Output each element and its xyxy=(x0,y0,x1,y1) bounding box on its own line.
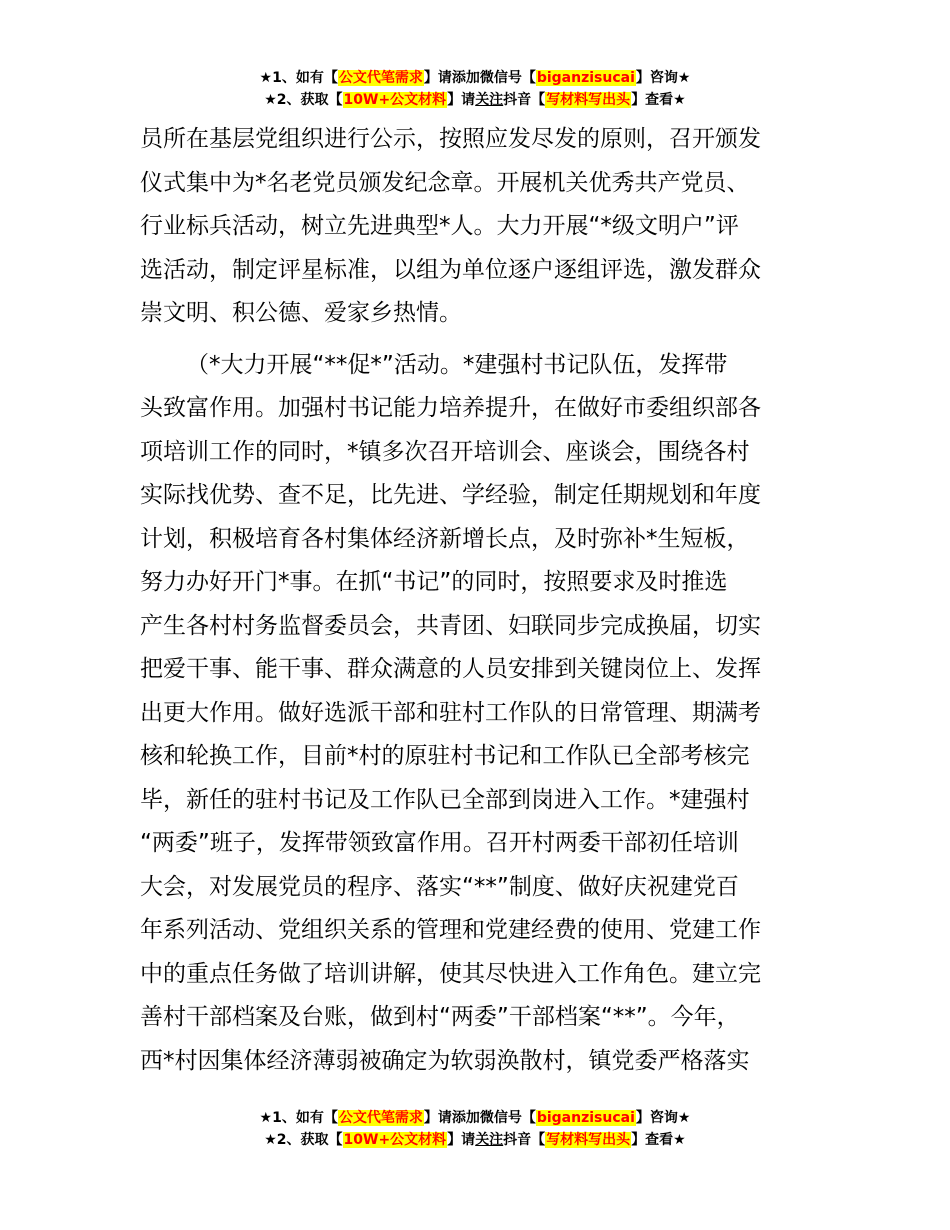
document-body xyxy=(140,118,830,1083)
paragraph-line: 核和轮换工作，目前*村的原驻村书记和工作队已全部考核完 xyxy=(140,743,750,769)
banner-text: 】请 xyxy=(447,92,476,108)
paragraph-line: 出更大作用。做好选派干部和驻村工作队的日常管理、期满考 xyxy=(140,699,761,726)
paragraph-1 xyxy=(140,118,830,336)
header-banner-line-2 xyxy=(0,89,950,111)
paragraph-line: 努力办好开门*事。在抓“书记”的同时，按照要求及时推选 xyxy=(140,569,728,595)
paragraph-line: 把爱干事、能干事、群众满意的人员安排到关键岗位上、发挥 xyxy=(140,656,761,682)
paragraph-line: 大会，对发展党员的程序、落实“**”制度、做好庆祝建党百 xyxy=(140,873,739,900)
banner-text: ★2、获取【 xyxy=(264,92,343,108)
footer-banner-line-1 xyxy=(0,1107,950,1129)
highlight-wechat-id: biganzisucai xyxy=(536,70,635,86)
banner-text: 抖音【 xyxy=(503,92,546,108)
paragraph-line: 实际找优势、查不足，比先进、学经验，制定任期规划和年度 xyxy=(140,482,761,508)
footer-banner-line-2 xyxy=(0,1129,950,1151)
footer-banner xyxy=(0,1107,950,1151)
underlined-follow-text: 关注 xyxy=(475,92,504,108)
highlight-service-text: 公文代笔需求 xyxy=(338,70,423,86)
paragraph-line: “两委”班子，发挥带领致富作用。召开村两委干部初任培训 xyxy=(140,830,739,856)
banner-text: ★2、获取【 xyxy=(264,1132,343,1148)
paragraph-line: 员所在基层党组织进行公示，按照应发尽发的原则，召开颁发 xyxy=(140,126,761,152)
paragraph-line: 选活动，制定评星标准，以组为单位逐户逐组评选，激发群众 xyxy=(140,256,761,283)
paragraph-line: 行业标兵活动，树立先进典型*人。大力开展“*级文明户”评 xyxy=(140,213,739,239)
banner-text: 】请添加微信号【 xyxy=(423,70,536,86)
paragraph-line: 西*村因集体经济薄弱被确定为软弱涣散村，镇党委严格落实 xyxy=(140,1047,750,1074)
paragraph-line: 仪式集中为*名老党员颁发纪念章。开展机关优秀共产党员、 xyxy=(140,169,750,196)
banner-text: ★1、如有【 xyxy=(259,1110,338,1126)
paragraph-line: （*大力开展“**促*”活动。*建强村书记队伍，发挥带 xyxy=(186,351,728,378)
paragraph-line: 计划，积极培育各村集体经济新增长点，及时弥补*生短板， xyxy=(140,525,750,552)
header-banner-line-1 xyxy=(0,67,950,89)
banner-text: ★1、如有【 xyxy=(259,70,338,86)
paragraph-line: 善村干部档案及台账，做到村“两委”干部档案“**”。今年， xyxy=(140,1004,740,1030)
underlined-follow-text: 关注 xyxy=(475,1132,504,1148)
banner-text: 】请 xyxy=(447,1132,476,1148)
banner-text: 】咨询★ xyxy=(635,1110,691,1126)
paragraph-2 xyxy=(140,344,830,1084)
header-banner xyxy=(0,67,950,111)
highlight-materials-text: 10W+公文材料 xyxy=(343,1132,447,1148)
banner-text: 】查看★ xyxy=(631,92,686,108)
paragraph-line: 年系列活动、党组织关系的管理和党建经费的使用、党建工作 xyxy=(140,917,761,943)
paragraph-line: 中的重点任务做了培训讲解，使其尽快进入工作角色。建立完 xyxy=(140,960,761,987)
highlight-materials-text: 10W+公文材料 xyxy=(343,92,447,108)
highlight-account-name: 写材料写出头 xyxy=(546,1132,631,1148)
paragraph-line: 毕，新任的驻村书记及工作队已全部到岗进入工作。*建强村 xyxy=(140,786,750,813)
paragraph-line: 项培训工作的同时，*镇多次召开培训会、座谈会，围绕各村 xyxy=(140,438,750,465)
banner-text: 】请添加微信号【 xyxy=(423,1110,536,1126)
highlight-wechat-id: biganzisucai xyxy=(536,1110,635,1126)
highlight-account-name: 写材料写出头 xyxy=(546,92,631,108)
banner-text: 抖音【 xyxy=(503,1132,546,1148)
paragraph-line: 头致富作用。加强村书记能力培养提升，在做好市委组织部各 xyxy=(140,395,761,421)
paragraph-line: 产生各村村务监督委员会，共青团、妇联同步完成换届，切实 xyxy=(140,612,761,639)
banner-text: 】查看★ xyxy=(631,1132,686,1148)
highlight-service-text: 公文代笔需求 xyxy=(338,1110,423,1126)
banner-text: 】咨询★ xyxy=(635,70,691,86)
paragraph-line: 崇文明、积公德、爱家乡热情。 xyxy=(140,300,462,326)
